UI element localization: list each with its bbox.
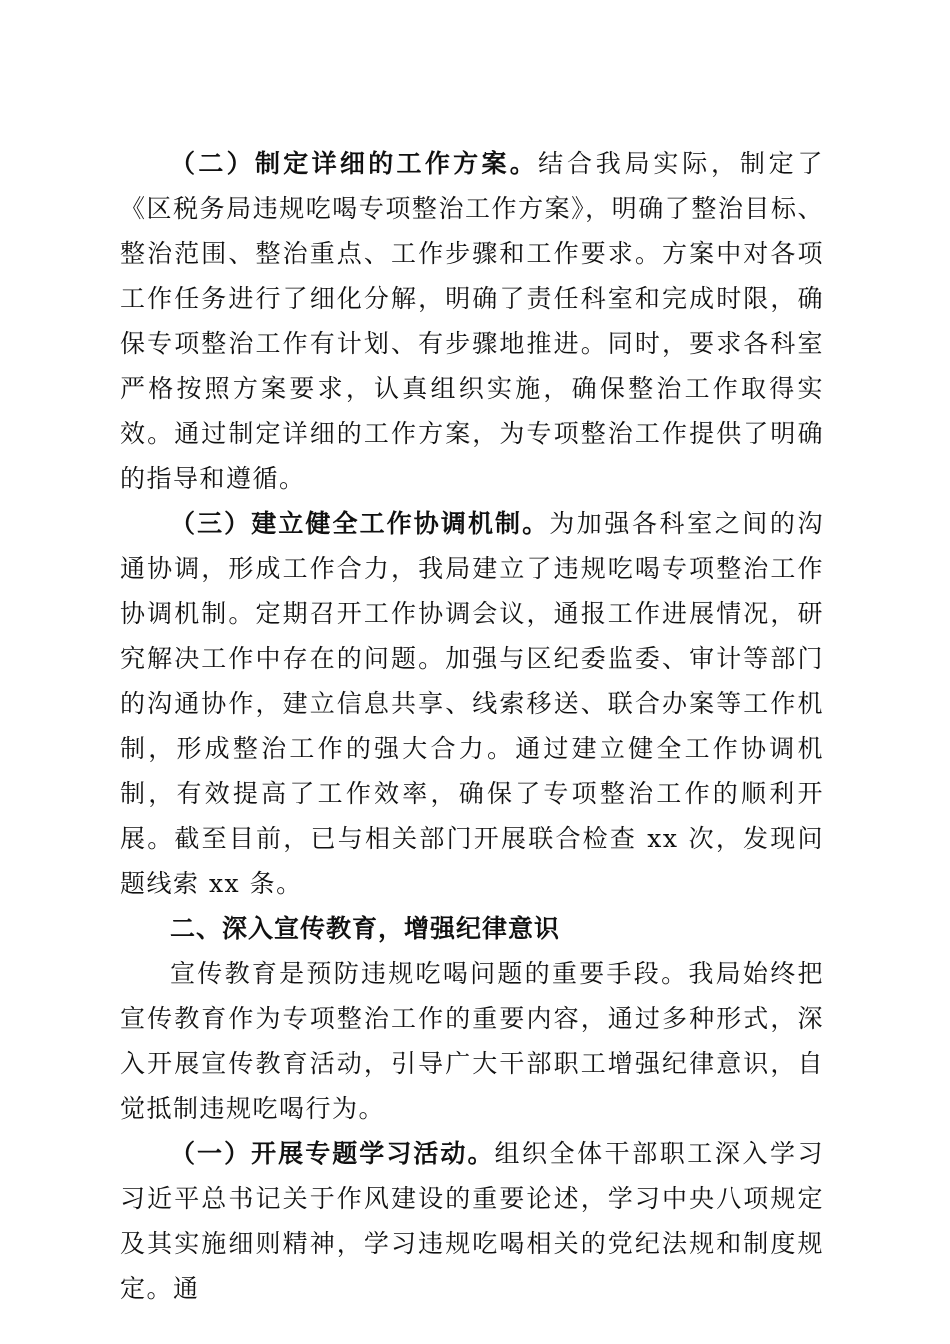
section-heading: 二、深入宣传教育，增强纪律意识 xyxy=(170,914,561,943)
paragraph-body: 结合我局实际，制定了《区税务局违规吃喝专项整治工作方案》，明确了整治目标、整治范围、整治重点、工作步骤和工作要求。方案中对各项工作任务进行了细化分解，明确了责任科室和完成时限，确保专项整治工作有计划、有步骤地推进。同时，要求各科室严格按照方案要求，认真组织实施，确保整治工作取得实效。通过制定详细的工作方案，为专项整治工作提供了明确的指导和遵循。 xyxy=(120,149,824,493)
paragraph-lead: （二）制定详细的工作方案。 xyxy=(170,149,539,178)
paragraph-lead: （一）开展专题学习活动。 xyxy=(170,1139,495,1168)
paragraph-lead: （三）建立健全工作协调机制。 xyxy=(170,509,550,538)
paragraph-coordination-mechanism xyxy=(120,501,824,906)
paragraph-body: 宣传教育是预防违规吃喝问题的重要手段。我局始终把宣传教育作为专项整治工作的重要内容，通过多种形式，深入开展宣传教育活动，引导广大干部职工增强纪律意识，自觉抵制违规吃喝行为。 xyxy=(120,959,824,1123)
paragraph-body: 为加强各科室之间的沟通协调，形成工作合力，我局建立了违规吃喝专项整治工作协调机制。定期召开工作协调会议，通报工作进展情况，研究解决工作中存在的问题。加强与区纪委监委、审计等部门的沟通协作，建立信息共享、线索移送、联合办案等工作机制，形成整治工作的强大合力。通过建立健全工作协调机制，有效提高了工作效率，确保了专项整治工作的顺利开展。截至目前，已与相关部门开展联合检查 xx 次，发现问题线索 xx 条。 xyxy=(120,509,824,898)
paragraph-study-activity xyxy=(120,1131,824,1311)
paragraph-body: 组织全体干部职工深入学习习近平总书记关于作风建设的重要论述，学习中央八项规定及其实施细则精神，学习违规吃喝相关的党纪法规和制度规定。通 xyxy=(120,1139,824,1303)
paragraph-work-plan xyxy=(120,141,824,501)
paragraph-publicity-education xyxy=(120,951,824,1131)
